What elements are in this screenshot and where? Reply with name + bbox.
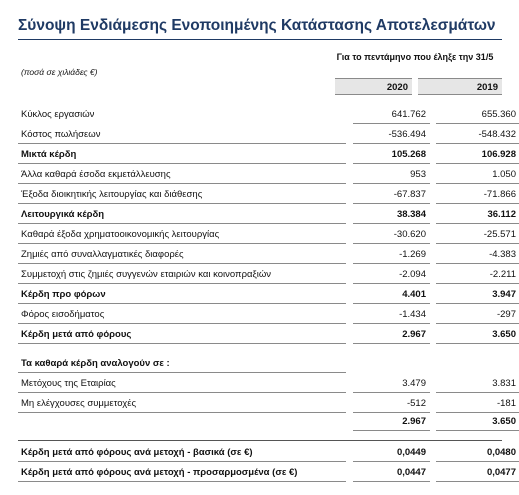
statement-title: Σύνοψη Ενδιάμεσης Ενοποιημένης Κατάστασης Αποτελεσμάτων (18, 17, 496, 34)
row-label: Καθαρά έξοδα χρηματοοικονομικής λειτουργίας (21, 229, 220, 240)
table-row (18, 324, 516, 344)
row-label: Φόρος εισοδήματος (21, 309, 105, 320)
value-2019: 0,0480 (486, 447, 516, 458)
value-2020: 3.479 (402, 378, 426, 389)
value-2020: -1.434 (399, 309, 426, 320)
row-label: Μετόχους της Εταιρίας (21, 378, 116, 389)
value-2020: -536.494 (388, 129, 426, 140)
year-2020-header: 2020 (335, 78, 412, 95)
row-label: Έξοδα διοικητικής λειτουργίας και διάθεσης (21, 189, 203, 200)
value-2019: 655.360 (481, 109, 516, 120)
units-note: (ποσά σε χιλιάδες €) (21, 67, 98, 77)
value-2019: -548.432 (478, 129, 516, 140)
value-2019: -2.211 (489, 269, 516, 280)
value-2019: 3.650 (492, 329, 516, 340)
total-2019: 3.650 (492, 416, 516, 427)
value-2019: 36.112 (487, 209, 516, 220)
value-2019: -181 (496, 398, 516, 409)
value-2020: -67.837 (393, 189, 426, 200)
row-label: Κέρδη προ φόρων (21, 289, 106, 300)
value-2020: 38.384 (396, 209, 426, 220)
value-2019: 0,0477 (486, 467, 516, 478)
cell-underline (353, 430, 430, 431)
value-2020: 105.268 (391, 149, 426, 160)
table-row (18, 244, 516, 264)
table-row (18, 164, 516, 184)
row-label: Κέρδη μετά από φόρους (21, 329, 132, 340)
title-underline (18, 39, 502, 40)
table-row (18, 144, 516, 164)
row-underline (18, 481, 346, 482)
table-row (18, 462, 516, 482)
cell-underline (353, 481, 430, 482)
value-2019: -71.866 (483, 189, 516, 200)
table-row (18, 373, 516, 393)
value-2019: 3.831 (492, 378, 516, 389)
period-header: Για το πεντάμηνο που έληξε την 31/5 (336, 52, 494, 62)
table-row (18, 204, 516, 224)
cell-underline (353, 343, 430, 344)
value-2020: 0,0449 (396, 447, 426, 458)
total-2020: 2.967 (402, 416, 426, 427)
value-2019: -25.571 (483, 229, 516, 240)
section-divider (18, 440, 502, 441)
row-label: Μη ελέγχουσες συμμετοχές (21, 398, 137, 409)
row-label: Ζημιές από συναλλαγματικές διαφορές (21, 249, 184, 260)
value-2020: 953 (410, 169, 426, 180)
row-label: Κέρδη μετά από φόρους ανά μετοχή - βασικά (σε €) (21, 447, 253, 458)
year-2019-header: 2019 (418, 78, 502, 95)
value-2020: -2.094 (399, 269, 426, 280)
table-row (18, 224, 516, 244)
row-label: Μικτά κέρδη (21, 149, 77, 160)
value-2020: 641.762 (391, 109, 426, 120)
cell-underline (436, 481, 519, 482)
row-label: Συμμετοχή στις ζημιές συγγενών εταιριών και κοινοπραξιών (21, 269, 272, 280)
row-label: Κύκλος εργασιών (21, 109, 95, 120)
table-row (18, 264, 516, 284)
table-row (18, 442, 516, 462)
table-row (18, 304, 516, 324)
row-label: Κόστος πωλήσεων (21, 129, 101, 140)
row-underline (18, 343, 346, 344)
row-label: Άλλα καθαρά έσοδα εκμετάλλευσης (21, 169, 171, 180)
cell-underline (436, 343, 519, 344)
table-row (18, 411, 516, 431)
value-2019: 3.947 (492, 289, 516, 300)
row-label: Λειτουργικά κέρδη (21, 209, 105, 220)
table-row (18, 124, 516, 144)
value-2019: -4.383 (489, 249, 516, 260)
value-2019: 1.050 (492, 169, 516, 180)
value-2020: 0,0447 (396, 467, 426, 478)
table-row (18, 284, 516, 304)
value-2020: -512 (406, 398, 426, 409)
value-2020: 4.401 (402, 289, 426, 300)
value-2020: 2.967 (402, 329, 426, 340)
section-heading: Τα καθαρά κέρδη αναλογούν σε : (21, 358, 170, 369)
cell-underline (436, 430, 519, 431)
value-2019: -297 (496, 309, 516, 320)
value-2019: 106.928 (481, 149, 516, 160)
table-row (18, 393, 516, 413)
row-label: Κέρδη μετά από φόρους ανά μετοχή - προσαρμοσμένα (σε €) (21, 467, 298, 478)
value-2020: -1.269 (399, 249, 426, 260)
table-row (18, 184, 516, 204)
table-row (18, 104, 516, 124)
value-2020: -30.620 (393, 229, 426, 240)
table-row (18, 353, 502, 373)
